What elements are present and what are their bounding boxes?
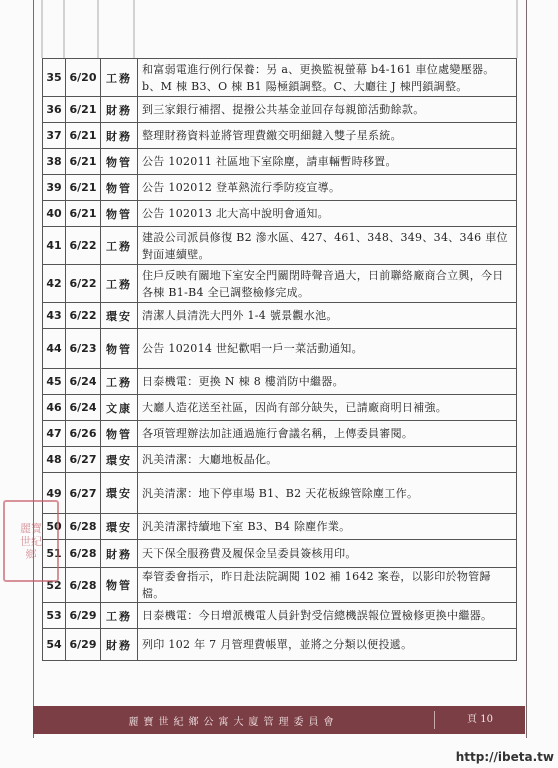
- row-date: 6/26: [66, 421, 101, 447]
- row-content: 汎美清潔：大廳地板晶化。: [138, 447, 517, 473]
- row-number: 40: [43, 201, 66, 227]
- row-date: 6/21: [66, 175, 101, 201]
- table-row: [43, 568, 517, 603]
- row-content: 清潔人員清洗大門外 1-4 號景觀水池。: [138, 303, 517, 329]
- table-row: [43, 227, 517, 265]
- row-number: 39: [43, 175, 66, 201]
- row-number: 44: [43, 329, 66, 369]
- row-number: 37: [43, 123, 66, 149]
- row-date: 6/24: [66, 395, 101, 421]
- table-row: [43, 540, 517, 568]
- row-number: 48: [43, 447, 66, 473]
- row-content: 到三家銀行補摺、提撥公共基金並回存每親節活動餘款。: [138, 97, 517, 123]
- red-seal-stamp: 麗寶 世紀 鄉: [3, 500, 59, 582]
- row-department: 文康: [101, 395, 138, 421]
- row-date: 6/21: [66, 149, 101, 175]
- row-content: 公告 102013 北大高中說明會通知。: [138, 201, 517, 227]
- row-department: 物管: [101, 568, 138, 603]
- row-content: 奉管委會指示，昨日赴法院調閱 102 補 1642 案卷，以影印於物管歸檔。: [138, 568, 517, 603]
- row-date: 6/27: [66, 473, 101, 514]
- row-department: 工務: [101, 369, 138, 395]
- row-date: 6/27: [66, 447, 101, 473]
- table-row: [43, 265, 517, 303]
- row-number: 45: [43, 369, 66, 395]
- row-department: 環安: [101, 303, 138, 329]
- table-row: [43, 123, 517, 149]
- row-number: 52: [43, 568, 66, 603]
- table-row: [43, 59, 517, 97]
- row-content: 公告 102011 社區地下室除塵，請車輛暫時移置。: [138, 149, 517, 175]
- row-department: 工務: [101, 227, 138, 265]
- row-department: 工務: [101, 603, 138, 629]
- row-number: 41: [43, 227, 66, 265]
- row-content: 天下保全服務費及履保金呈委員簽核用印。: [138, 540, 517, 568]
- row-content: 公告 102014 世紀歡唱一戶一菜活動通知。: [138, 329, 517, 369]
- table-row: [43, 201, 517, 227]
- row-number: 50: [43, 514, 66, 540]
- row-content: 整理財務資料並將管理費繳交明細鍵入雙子星系統。: [138, 123, 517, 149]
- row-date: 6/29: [66, 603, 101, 629]
- table-row: [43, 514, 517, 540]
- row-date: 6/24: [66, 369, 101, 395]
- row-number: 43: [43, 303, 66, 329]
- row-date: 6/21: [66, 201, 101, 227]
- table-row: [43, 369, 517, 395]
- row-date: 6/22: [66, 303, 101, 329]
- table-row: [43, 603, 517, 629]
- row-date: 6/28: [66, 568, 101, 603]
- row-number: 49: [43, 473, 66, 514]
- row-department: 財務: [101, 629, 138, 661]
- row-department: 物管: [101, 329, 138, 369]
- row-content: 大廳人造花送至社區，因尚有部分缺失，已請廠商明日補強。: [138, 395, 517, 421]
- association-name: 麗寶世紀鄉公寓大廈管理委員會: [128, 716, 339, 728]
- row-department: 環安: [101, 447, 138, 473]
- table-row: [43, 447, 517, 473]
- row-date: 6/22: [66, 265, 101, 303]
- row-content: 日泰機電：更換 N 棟 8 樓消防中繼器。: [138, 369, 517, 395]
- row-number: 46: [43, 395, 66, 421]
- table-row: [43, 97, 517, 123]
- row-content: 日泰機電：今日增派機電人員針對受信總機誤報位置檢修更換中繼器。: [138, 603, 517, 629]
- row-date: 6/23: [66, 329, 101, 369]
- row-department: 環安: [101, 473, 138, 514]
- page-number: 頁 10: [434, 711, 525, 729]
- row-department: 物管: [101, 149, 138, 175]
- row-content: 和富弱電進行例行保養：另 a、更換監視螢幕 b4-161 車位處變壓器。b、M 棟 B3、O 棟 B1 陽極鎖調整。C、大廳往 J 棟門鎖調整。: [138, 59, 517, 97]
- page-footer: [33, 706, 525, 734]
- row-number: 53: [43, 603, 66, 629]
- row-date: 6/22: [66, 227, 101, 265]
- row-content: 公告 102012 登革熱流行季防疫宣導。: [138, 175, 517, 201]
- row-content: 汎美清潔：地下停車場 B1、B2 天花板線管除塵工作。: [138, 473, 517, 514]
- table-row: [43, 303, 517, 329]
- row-content: 各項管理辦法加註通過施行會議名稱，上傳委員審閱。: [138, 421, 517, 447]
- blank-ruled-area: [33, 0, 525, 58]
- row-department: 環安: [101, 514, 138, 540]
- row-date: 6/21: [66, 97, 101, 123]
- row-number: 54: [43, 629, 66, 661]
- row-content: 住戶反映有關地下室安全門關閉時聲音過大，日前聯絡廠商合立興，今日各棟 B1-B4 全已調整檢修完成。: [138, 265, 517, 303]
- table-row: [43, 473, 517, 514]
- site-watermark: http://ibeta.tw: [455, 750, 554, 764]
- row-content: 列印 102 年 7 月管理費帳單，並將之分類以便投遞。: [138, 629, 517, 661]
- row-number: 35: [43, 59, 66, 97]
- row-department: 財務: [101, 97, 138, 123]
- work-log-table: [42, 58, 517, 661]
- row-number: 42: [43, 265, 66, 303]
- row-date: 6/20: [66, 59, 101, 97]
- table-row: [43, 629, 517, 661]
- row-content: 汎美清潔持續地下室 B3、B4 除塵作業。: [138, 514, 517, 540]
- table-row: [43, 149, 517, 175]
- row-number: 47: [43, 421, 66, 447]
- row-date: 6/21: [66, 123, 101, 149]
- row-number: 51: [43, 540, 66, 568]
- table-row: [43, 395, 517, 421]
- row-date: 6/28: [66, 514, 101, 540]
- row-department: 工務: [101, 265, 138, 303]
- row-number: 38: [43, 149, 66, 175]
- row-content: 建設公司派員修復 B2 滲水區、427、461、348、349、34、346 車位對面連續壁。: [138, 227, 517, 265]
- row-date: 6/29: [66, 629, 101, 661]
- table-row: [43, 421, 517, 447]
- row-department: 財務: [101, 123, 138, 149]
- row-department: 物管: [101, 201, 138, 227]
- row-department: 財務: [101, 540, 138, 568]
- row-number: 36: [43, 97, 66, 123]
- table-row: [43, 175, 517, 201]
- table-row: [43, 329, 517, 369]
- row-date: 6/28: [66, 540, 101, 568]
- row-department: 工務: [101, 59, 138, 97]
- row-department: 物管: [101, 175, 138, 201]
- row-department: 物管: [101, 421, 138, 447]
